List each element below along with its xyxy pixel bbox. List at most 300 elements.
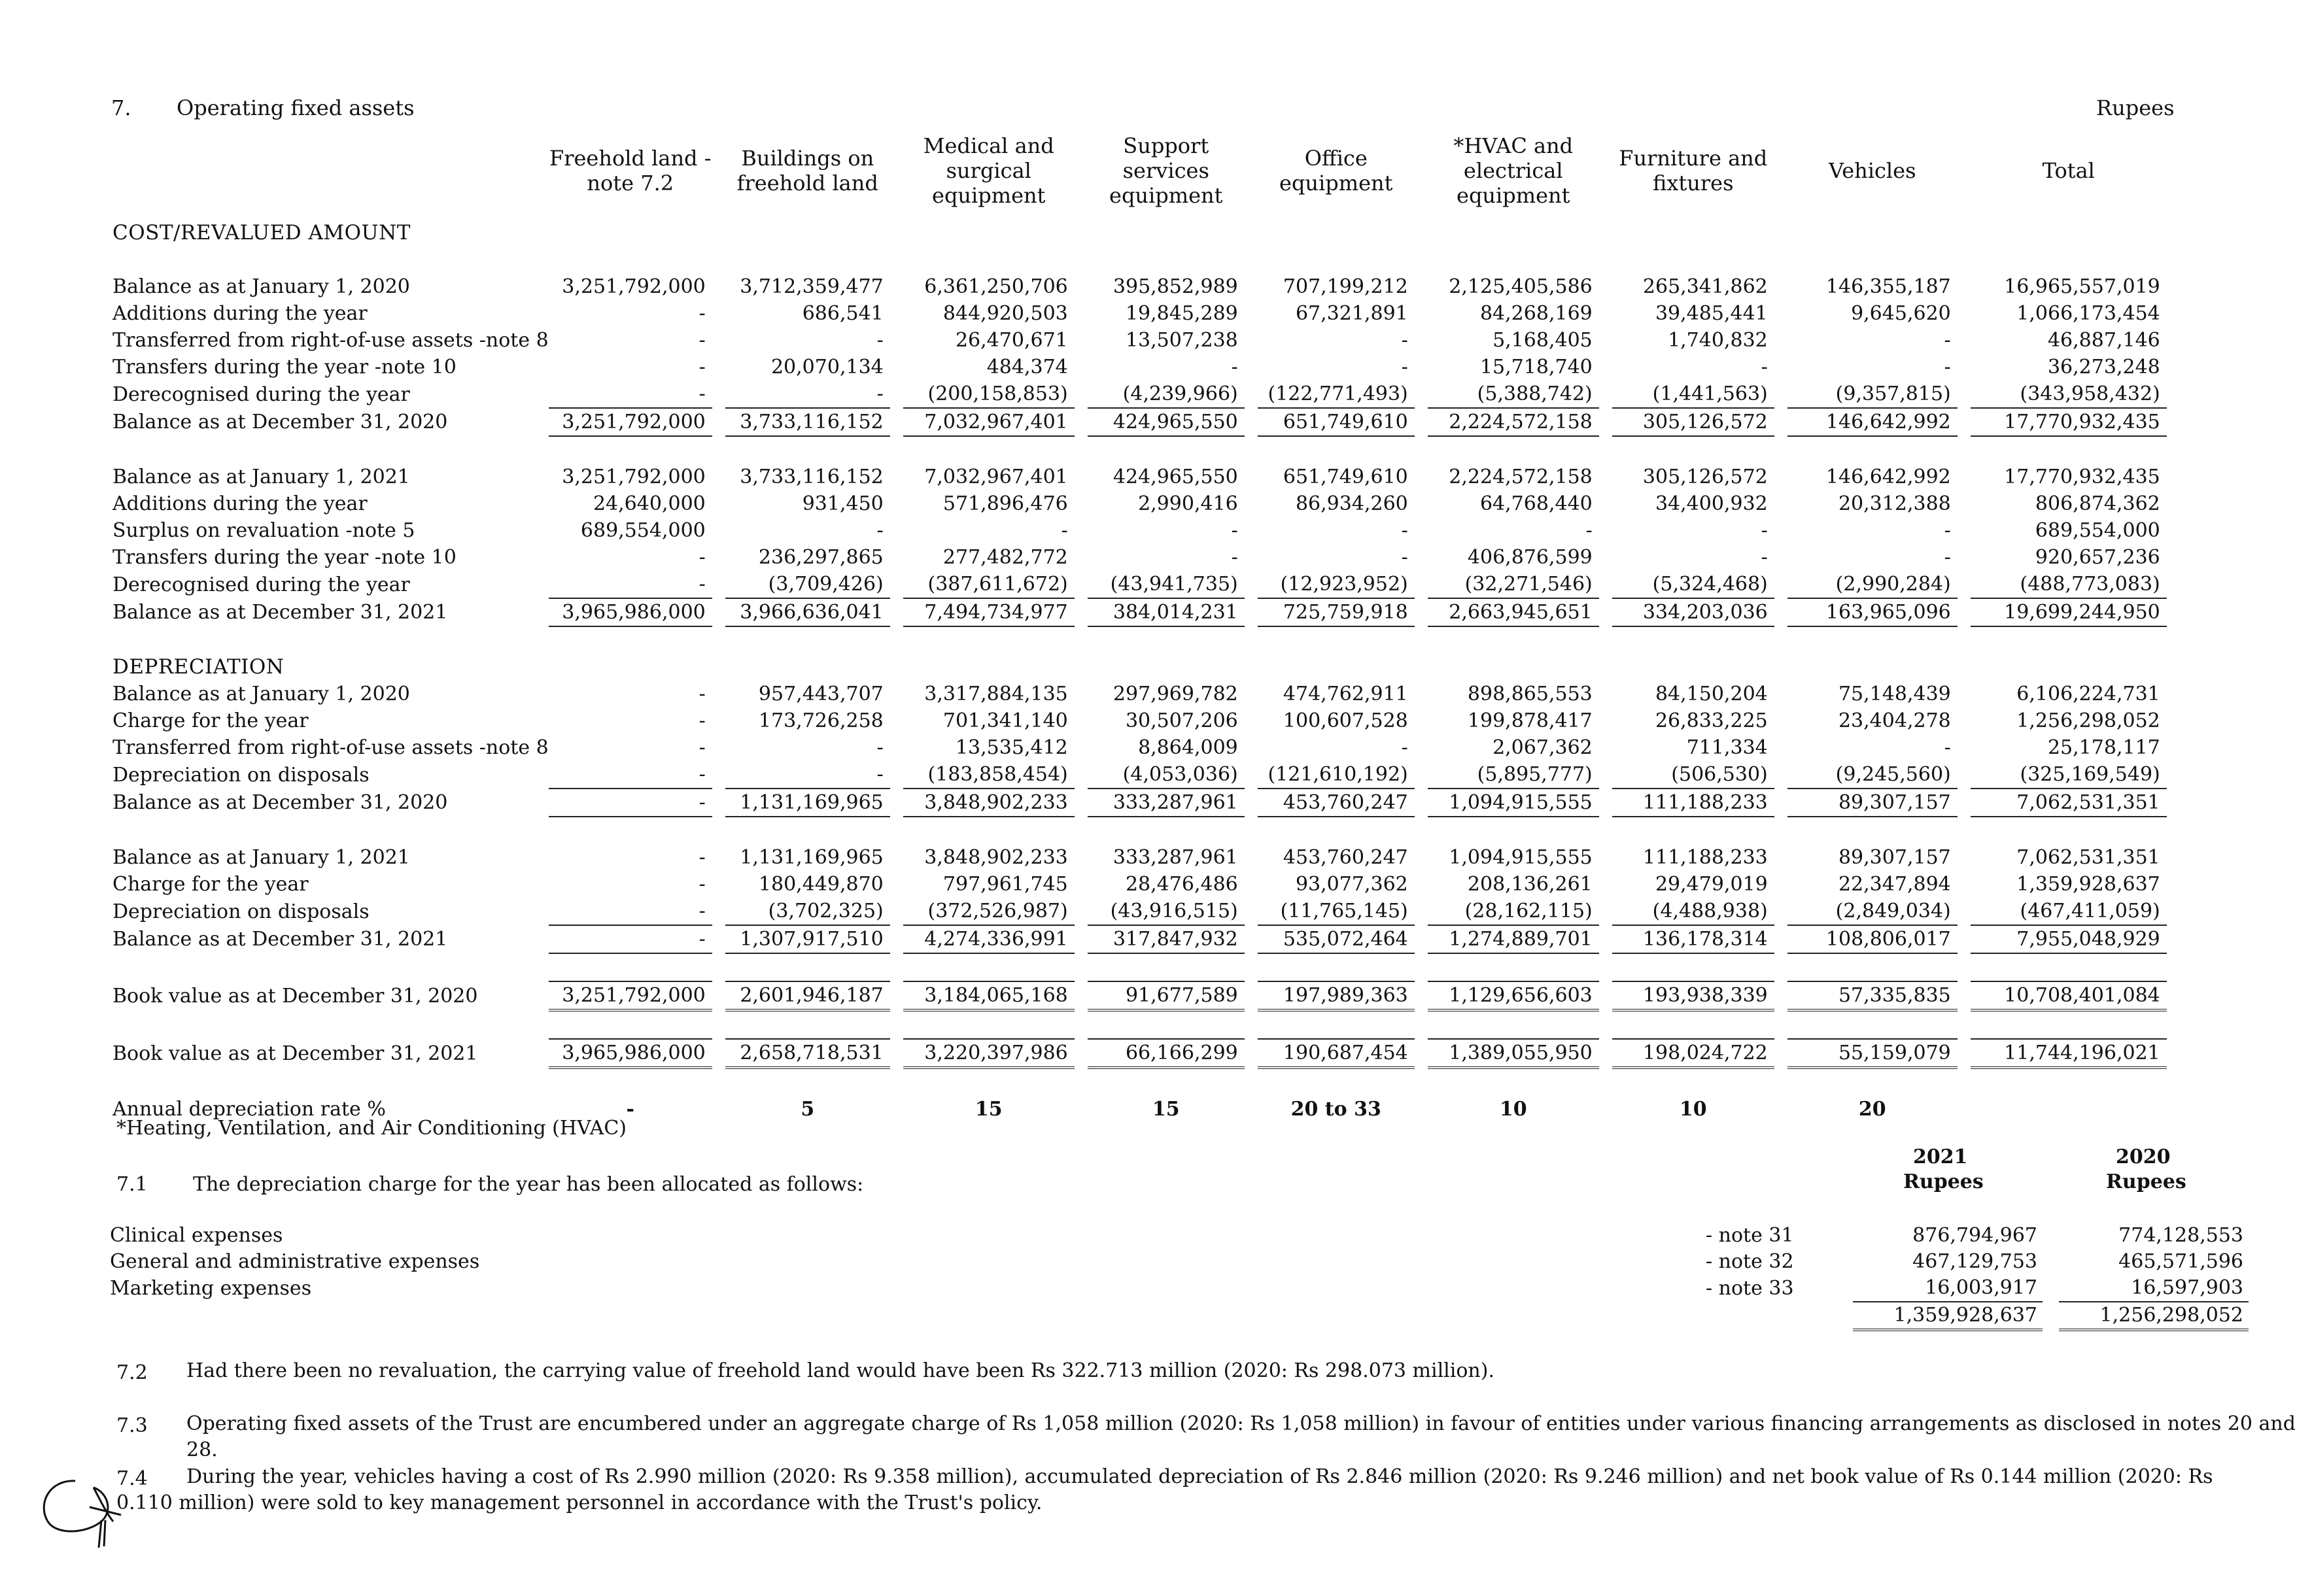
- value-cell: (5,388,742): [1477, 382, 1593, 405]
- value-cell: 701,341,140: [942, 709, 1068, 732]
- column-gap: [1415, 517, 1428, 544]
- value-cell: 1,131,169,965: [740, 846, 884, 869]
- value-cell: 424,965,550: [1088, 408, 1245, 436]
- value-cell: 9,645,620: [1851, 302, 1951, 325]
- column-gap: [1245, 327, 1258, 354]
- value-cell: 3,965,986,000: [549, 598, 712, 626]
- value-cell: 39,485,441: [1655, 302, 1768, 325]
- note-7-3-text: Operating fixed assets of the Trust are encumbered under an aggregate charge of Rs 1,058 million (2020: Rs 1,058 million) in favour of entities under various financing arrangements as disclosed in notes 20 and 28.: [186, 1412, 2296, 1461]
- column-gap: [1415, 761, 1428, 789]
- value-cell: (1,441,563): [1652, 382, 1768, 405]
- value-cell: -: [626, 1098, 634, 1121]
- column-gap: [1415, 1096, 1428, 1123]
- allocation-value-2020: 16,597,903: [2131, 1276, 2243, 1299]
- allocation-intro: The depreciation charge for the year has been allocated as follows:: [193, 1173, 864, 1196]
- value-cell: -: [699, 873, 706, 896]
- value-cell: -: [699, 900, 706, 923]
- value-cell: 7,032,967,401: [924, 466, 1068, 488]
- column-gap: [1958, 707, 1971, 734]
- value-cell: 395,852,989: [1113, 275, 1238, 298]
- column-gap: [1075, 122, 1088, 220]
- row-label: Annual depreciation rate %: [112, 1098, 386, 1121]
- column-gap: [1599, 598, 1612, 626]
- column-gap: [1075, 707, 1088, 734]
- value-cell: 10: [1499, 1098, 1527, 1121]
- value-cell: -: [1231, 519, 1238, 542]
- column-gap: [1245, 871, 1258, 898]
- value-cell: -: [1944, 519, 1951, 542]
- column-gap: [1774, 1039, 1787, 1068]
- column-gap: [1245, 1039, 1258, 1068]
- column-gap: [1415, 490, 1428, 517]
- column-gap: [890, 734, 903, 761]
- column-gap: [1958, 381, 1971, 408]
- value-cell: 16,965,557,019: [2004, 275, 2160, 298]
- value-cell: 3,220,397,986: [903, 1039, 1075, 1068]
- allocation-note-ref: - note 32: [1706, 1250, 1794, 1273]
- value-cell: 3,712,359,477: [740, 275, 884, 298]
- column-gap: [1599, 122, 1612, 220]
- column-gap: [712, 789, 725, 817]
- column-gap: [890, 1096, 903, 1123]
- table-row: [110, 571, 2167, 598]
- column-gap: [890, 898, 903, 925]
- column-gap: [1075, 681, 1088, 707]
- value-cell: 2,125,405,586: [1449, 275, 1593, 298]
- column-gap: [1958, 761, 1971, 789]
- column-gap: [1774, 544, 1787, 571]
- value-cell: (32,271,546): [1464, 573, 1593, 596]
- column-gap: [712, 734, 725, 761]
- column-gap: [1958, 1039, 1971, 1068]
- column-gap: [712, 354, 725, 381]
- allocation-note-ref: - note 33: [1706, 1276, 1794, 1300]
- value-cell: (5,895,777): [1477, 763, 1593, 786]
- value-cell: (11,765,145): [1280, 900, 1408, 923]
- book-value-row: [110, 1039, 2167, 1068]
- column-gap: [1958, 925, 1971, 953]
- column-gap: [1774, 761, 1787, 789]
- column-gap: [1774, 464, 1787, 490]
- column-gap: [1774, 844, 1787, 871]
- value-cell: 333,287,961: [1088, 789, 1245, 817]
- spacer-row: [110, 953, 2167, 981]
- column-gap: [890, 844, 903, 871]
- column-gap: [1415, 981, 1428, 1010]
- value-cell: 89,307,157: [1838, 846, 1951, 869]
- column-gap: [1415, 1039, 1428, 1068]
- column-gap: [1245, 925, 1258, 953]
- column-gap: [890, 598, 903, 626]
- column-gap: [1774, 681, 1787, 707]
- subtotal-row: [110, 925, 2167, 953]
- column-gap: [1599, 1096, 1612, 1123]
- column-gap: [1599, 300, 1612, 327]
- value-cell: 2,658,718,531: [725, 1039, 890, 1068]
- column-gap: [1415, 273, 1428, 300]
- row-label: Balance as at January 1, 2021: [112, 466, 410, 488]
- column-gap: [1599, 273, 1612, 300]
- value-cell: -: [1585, 519, 1593, 542]
- value-cell: -: [699, 846, 706, 869]
- value-cell: 3,251,792,000: [562, 275, 706, 298]
- column-gap: [1245, 273, 1258, 300]
- section-heading-row: [110, 654, 2167, 681]
- value-cell: -: [699, 302, 706, 325]
- column-gap: [2043, 1223, 2059, 1249]
- column-gap: [890, 1039, 903, 1068]
- column-gap: [890, 354, 903, 381]
- value-cell: -: [699, 329, 706, 352]
- spacer-cell: [110, 817, 2167, 844]
- value-cell: -: [1761, 546, 1768, 569]
- value-cell: 15,718,740: [1479, 356, 1593, 379]
- value-cell: 20,070,134: [770, 356, 884, 379]
- value-cell: 8,864,009: [1138, 736, 1238, 759]
- row-label: Balance as at January 1, 2021: [112, 846, 410, 869]
- column-gap: [1415, 844, 1428, 871]
- value-cell: 2,224,572,158: [1428, 408, 1599, 436]
- column-gap: [712, 408, 725, 436]
- column-gap: [890, 571, 903, 598]
- table-row: [110, 490, 2167, 517]
- table-row: [110, 707, 2167, 734]
- note-7-4-text: During the year, vehicles having a cost of Rs 2.990 million (2020: Rs 9.358 million), accumulated depreciation of Rs 2.846 million (2020: Rs 9.246 million) and net book value of Rs 0.144 million (2020: Rs 0.110 million) were sold to key management personnel in accordance with the Trust's policy.: [116, 1465, 2213, 1514]
- value-cell: -: [549, 925, 712, 953]
- column-gap: [1774, 381, 1787, 408]
- value-cell: 23,404,278: [1838, 709, 1951, 732]
- spacer-cell: [110, 436, 2167, 464]
- column-gap: [1599, 464, 1612, 490]
- column-gap: [1245, 408, 1258, 436]
- column-gap: [1245, 707, 1258, 734]
- column-gap: [712, 381, 725, 408]
- column-gap: [1599, 844, 1612, 871]
- value-cell: 453,760,247: [1258, 789, 1415, 817]
- value-cell: 5: [801, 1098, 815, 1121]
- value-cell: 7,955,048,929: [1971, 925, 2167, 953]
- column-gap: [1075, 844, 1088, 871]
- value-cell: (200,158,853): [927, 382, 1068, 405]
- allocation-label: Clinical expenses: [110, 1224, 283, 1247]
- table-row: [110, 544, 2167, 571]
- value-cell: 2,224,572,158: [1449, 466, 1593, 488]
- column-gap: [1245, 354, 1258, 381]
- column-gap: [1599, 898, 1612, 925]
- column-gap: [1774, 327, 1787, 354]
- value-cell: 707,199,212: [1283, 275, 1408, 298]
- column-gap: [1075, 300, 1088, 327]
- column-gap: [1774, 408, 1787, 436]
- spacer-row: [110, 436, 2167, 464]
- value-cell: 920,657,236: [2035, 546, 2160, 569]
- value-cell: 651,749,610: [1283, 466, 1408, 488]
- column-gap: [712, 464, 725, 490]
- value-cell: 806,874,362: [2035, 492, 2160, 515]
- column-header-row: [110, 122, 2167, 220]
- value-cell: (43,941,735): [1110, 573, 1238, 596]
- value-cell: (2,849,034): [1835, 900, 1951, 923]
- value-cell: 64,768,440: [1479, 492, 1593, 515]
- value-cell: 3,848,902,233: [924, 846, 1068, 869]
- column-gap: [1599, 734, 1612, 761]
- value-cell: 20 to 33: [1290, 1098, 1381, 1121]
- column-gap: [1774, 571, 1787, 598]
- column-gap: [1075, 490, 1088, 517]
- column-gap: [1245, 1096, 1258, 1123]
- subtotal-row: [110, 789, 2167, 817]
- value-cell: (4,239,966): [1122, 382, 1238, 405]
- column-gap: [1245, 844, 1258, 871]
- value-cell: -: [699, 382, 706, 405]
- column-gap: [890, 925, 903, 953]
- value-cell: 111,188,233: [1642, 846, 1768, 869]
- column-gap: [890, 381, 903, 408]
- value-cell: (343,958,432): [2020, 382, 2160, 405]
- value-cell: (506,530): [1671, 763, 1768, 786]
- value-cell: -: [1944, 329, 1951, 352]
- column-gap: [1599, 925, 1612, 953]
- column-gap: [712, 981, 725, 1010]
- column-gap: [1415, 789, 1428, 817]
- column-gap: [1075, 571, 1088, 598]
- column-gap: [1075, 871, 1088, 898]
- value-cell: 333,287,961: [1113, 846, 1238, 869]
- value-cell: 173,726,258: [758, 709, 884, 732]
- column-gap: [712, 327, 725, 354]
- value-cell: 3,966,636,041: [725, 598, 890, 626]
- column-gap: [1245, 571, 1258, 598]
- value-cell: 197,989,363: [1258, 981, 1415, 1010]
- column-gap: [712, 681, 725, 707]
- value-cell: 163,965,096: [1787, 598, 1958, 626]
- value-cell: (387,611,672): [927, 573, 1068, 596]
- allocation-row: [110, 1275, 2249, 1302]
- value-cell: 146,642,992: [1787, 408, 1958, 436]
- value-cell: (4,488,938): [1652, 900, 1768, 923]
- column-gap: [1599, 327, 1612, 354]
- value-cell: -: [1761, 519, 1768, 542]
- value-cell: 4,274,336,991: [903, 925, 1075, 953]
- year-header-2021: 2021: [1913, 1146, 1968, 1168]
- value-cell: 30,507,206: [1125, 709, 1238, 732]
- row-label: Balance as at December 31, 2021: [112, 601, 448, 624]
- column-gap: [1958, 122, 1971, 220]
- table-row: [110, 354, 2167, 381]
- column-gap: [890, 490, 903, 517]
- value-cell: 1,256,298,052: [2016, 709, 2160, 732]
- column-gap: [1415, 681, 1428, 707]
- note-7-3-number: 7.3: [116, 1414, 148, 1437]
- row-label: Derecognised during the year: [112, 382, 410, 406]
- column-gap: [1245, 898, 1258, 925]
- table-row: [110, 844, 2167, 871]
- table-row: [110, 327, 2167, 354]
- value-cell: 146,642,992: [1825, 466, 1951, 488]
- value-cell: 91,677,589: [1088, 981, 1245, 1010]
- column-gap: [1958, 844, 1971, 871]
- value-cell: 2,601,946,187: [725, 981, 890, 1010]
- value-cell: 136,178,314: [1612, 925, 1774, 953]
- value-cell: 844,920,503: [942, 302, 1068, 325]
- column-gap: [1075, 734, 1088, 761]
- allocation-row: [110, 1223, 2249, 1249]
- value-cell: (372,526,987): [927, 900, 1068, 923]
- column-gap: [890, 300, 903, 327]
- value-cell: 1,131,169,965: [725, 789, 890, 817]
- column-gap: [1245, 381, 1258, 408]
- column-gap: [890, 707, 903, 734]
- column-gap: [712, 517, 725, 544]
- value-cell: 424,965,550: [1113, 466, 1238, 488]
- column-gap: [1958, 598, 1971, 626]
- column-gap: [712, 300, 725, 327]
- value-cell: 17,770,932,435: [2004, 466, 2160, 488]
- column-gap: [1075, 464, 1088, 490]
- column-gap: [1245, 789, 1258, 817]
- column-gap: [890, 871, 903, 898]
- value-cell: (2,990,284): [1835, 573, 1951, 596]
- row-label: Derecognised during the year: [112, 573, 410, 596]
- value-cell: 29,479,019: [1655, 873, 1768, 896]
- column-gap: [1245, 761, 1258, 789]
- value-cell: 36,273,248: [2047, 356, 2160, 379]
- value-cell: 3,251,792,000: [549, 981, 712, 1010]
- value-cell: 19,845,289: [1125, 302, 1238, 325]
- column-gap: [1075, 517, 1088, 544]
- value-cell: -: [1401, 736, 1408, 759]
- value-cell: 317,847,932: [1088, 925, 1245, 953]
- column-gap: [1075, 544, 1088, 571]
- value-cell: 111,188,233: [1612, 789, 1774, 817]
- value-cell: 13,507,238: [1125, 329, 1238, 352]
- row-label: Balance as at December 31, 2020: [112, 411, 448, 433]
- value-cell: -: [1761, 356, 1768, 379]
- value-cell: 535,072,464: [1258, 925, 1415, 953]
- column-gap: [890, 544, 903, 571]
- value-cell: (28,162,115): [1464, 900, 1593, 923]
- value-cell: -: [1061, 519, 1068, 542]
- column-gap: [712, 871, 725, 898]
- value-cell: 689,554,000: [2035, 519, 2160, 542]
- column-gap: [1075, 408, 1088, 436]
- value-cell: 3,733,116,152: [740, 466, 884, 488]
- row-label: Book value as at December 31, 2021: [112, 1042, 478, 1065]
- column-gap: [712, 844, 725, 871]
- column-gap: [1599, 761, 1612, 789]
- value-cell: 1,389,055,950: [1428, 1039, 1599, 1068]
- column-gap: [1958, 490, 1971, 517]
- column-gap: [1774, 517, 1787, 544]
- value-cell: 100,607,528: [1283, 709, 1408, 732]
- spacer-row: [110, 817, 2167, 844]
- row-label: Depreciation on disposals: [112, 900, 370, 923]
- column-gap: [890, 761, 903, 789]
- column-gap: [1958, 354, 1971, 381]
- column-header: Medical and surgical equipment: [923, 133, 1054, 208]
- column-gap: [1599, 490, 1612, 517]
- value-cell: 25,178,117: [2047, 736, 2160, 759]
- value-cell: 725,759,918: [1258, 598, 1415, 626]
- column-gap: [2043, 1302, 2059, 1330]
- column-gap: [712, 707, 725, 734]
- column-gap: [1415, 381, 1428, 408]
- value-cell: 406,876,599: [1467, 546, 1593, 569]
- value-cell: 931,450: [802, 492, 884, 515]
- row-label: Transfers during the year -note 10: [112, 356, 457, 379]
- value-cell: -: [699, 573, 706, 596]
- section-heading: COST/REVALUED AMOUNT: [112, 221, 411, 245]
- column-gap: [1245, 598, 1258, 626]
- column-gap: [890, 464, 903, 490]
- column-gap: [1958, 408, 1971, 436]
- value-cell: 26,470,671: [955, 329, 1068, 352]
- value-cell: 305,126,572: [1612, 408, 1774, 436]
- value-cell: 2,663,945,651: [1428, 598, 1599, 626]
- value-cell: 75,148,439: [1838, 683, 1951, 705]
- column-gap: [1415, 871, 1428, 898]
- spacer-row: [110, 1068, 2167, 1096]
- column-gap: [1774, 122, 1787, 220]
- handwritten-initial-mark: [36, 1468, 124, 1553]
- allocation-label: General and administrative expenses: [110, 1250, 480, 1273]
- note-7-4-number: 7.4: [116, 1467, 148, 1490]
- value-cell: 265,341,862: [1642, 275, 1768, 298]
- value-cell: 10: [1679, 1098, 1707, 1121]
- value-cell: -: [876, 329, 884, 352]
- column-gap: [1415, 122, 1428, 220]
- table-row: [110, 464, 2167, 490]
- value-cell: -: [1944, 546, 1951, 569]
- value-cell: 1,740,832: [1668, 329, 1768, 352]
- value-cell: 651,749,610: [1258, 408, 1415, 436]
- value-cell: 22,347,894: [1838, 873, 1951, 896]
- column-gap: [1958, 517, 1971, 544]
- value-cell: 2,990,416: [1138, 492, 1238, 515]
- note-7-2-number: 7.2: [116, 1361, 148, 1384]
- value-cell: 24,640,000: [593, 492, 706, 515]
- column-gap: [2043, 1275, 2059, 1302]
- column-gap: [712, 122, 725, 220]
- table-row: [110, 871, 2167, 898]
- value-cell: 34,400,932: [1655, 492, 1768, 515]
- value-cell: 236,297,865: [758, 546, 884, 569]
- column-gap: [712, 490, 725, 517]
- allocation-value-2021: 16,003,917: [1925, 1276, 2037, 1299]
- value-cell: 7,062,531,351: [1971, 789, 2167, 817]
- column-gap: [1415, 327, 1428, 354]
- column-gap: [1958, 981, 1971, 1010]
- column-gap: [1599, 871, 1612, 898]
- value-cell: -: [1944, 356, 1951, 379]
- allocation-value-2021: 467,129,753: [1912, 1250, 2037, 1273]
- value-cell: 89,307,157: [1787, 789, 1958, 817]
- value-cell: -: [876, 736, 884, 759]
- value-cell: 190,687,454: [1258, 1039, 1415, 1068]
- value-cell: (12,923,952): [1280, 573, 1408, 596]
- row-label: Additions during the year: [112, 492, 368, 515]
- allocation-table: [110, 1223, 2249, 1331]
- column-gap: [1245, 544, 1258, 571]
- value-cell: -: [699, 356, 706, 379]
- value-cell: 689,554,000: [580, 519, 706, 542]
- column-gap: [1599, 517, 1612, 544]
- allocation-note-ref: - note 31: [1706, 1224, 1794, 1247]
- value-cell: 484,374: [986, 356, 1068, 379]
- value-cell: 7,494,734,977: [903, 598, 1075, 626]
- value-cell: 1,129,656,603: [1428, 981, 1599, 1010]
- value-cell: 7,032,967,401: [903, 408, 1075, 436]
